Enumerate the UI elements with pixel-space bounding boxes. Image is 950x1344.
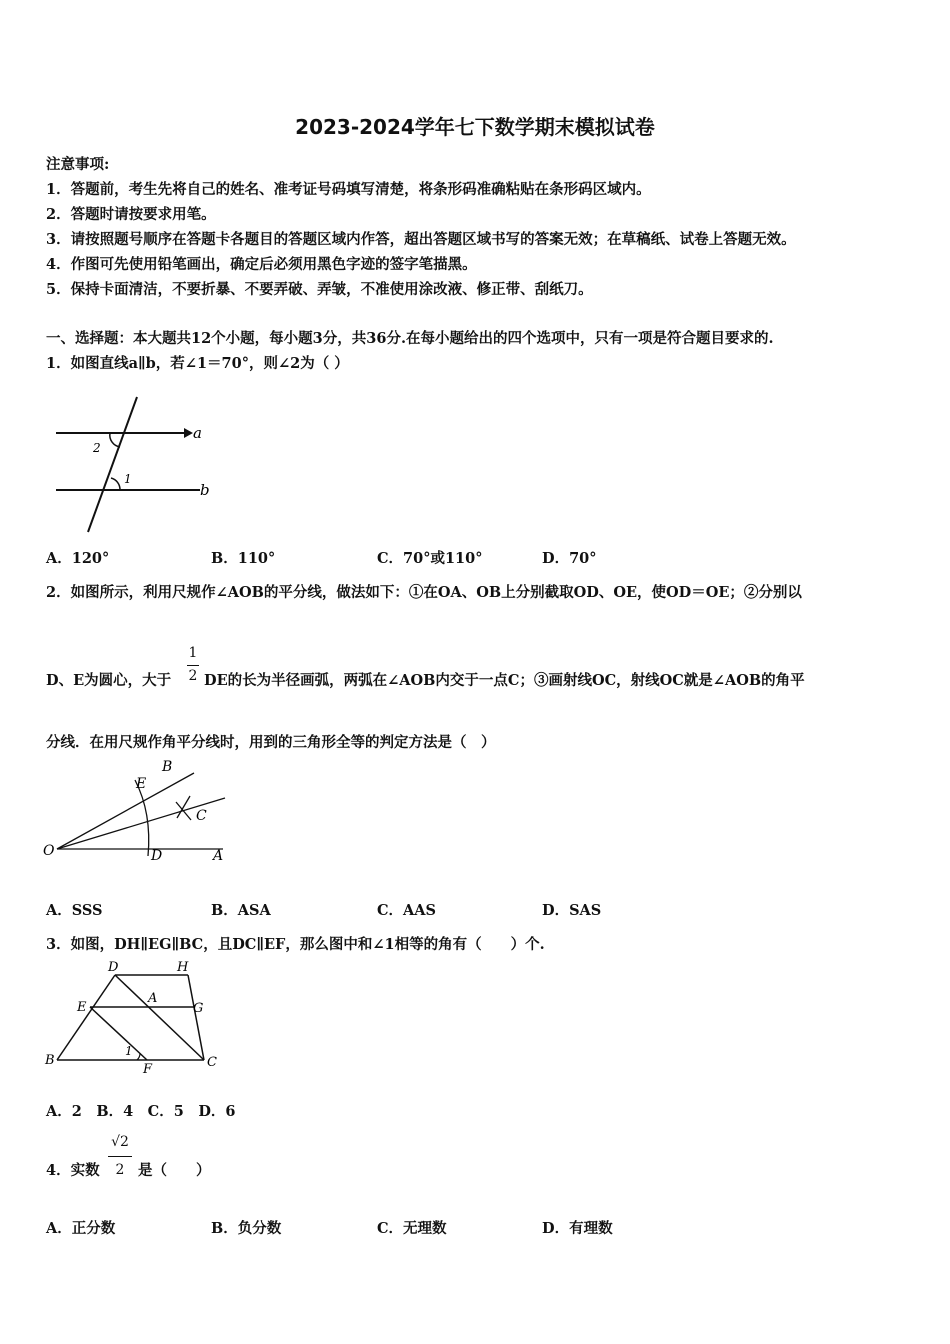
q4-post: 是（ ） [138, 1162, 211, 1179]
label-F: F [143, 1062, 153, 1077]
q2-option-d: D．SAS [542, 902, 602, 919]
label-G: G [193, 1001, 204, 1016]
label-D: D [151, 848, 163, 864]
segment-EF [90, 1007, 147, 1060]
q2-option-a: A．SSS [46, 902, 103, 919]
q1-option-b: B．110° [211, 550, 276, 567]
q4-option-b: B．负分数 [211, 1220, 282, 1237]
label-1: 1 [124, 472, 132, 486]
ray-OB [57, 773, 194, 849]
q1-option-d: D．70° [542, 550, 597, 567]
q2-frac-bar [187, 665, 199, 666]
q4-frac-bar [108, 1156, 132, 1157]
notice-item: 5．保持卡面清洁，不要折暴、不要弄破、弄皱，不准使用涂改液、修正带、刮纸刀。 [46, 281, 593, 298]
label-O: O [43, 843, 55, 859]
label-C: C [207, 1055, 217, 1070]
notice-item: 4．作图可先使用铅笔画出，确定后必须用黑色字迹的签字笔描黑。 [46, 256, 477, 273]
angle-1-arc [137, 1053, 140, 1060]
q4-option-a: A．正分数 [46, 1220, 116, 1237]
label-1: 1 [125, 1044, 133, 1058]
label-D: D [108, 960, 119, 975]
q4-frac-den: 2 [115, 1162, 125, 1178]
label-a: a [193, 424, 202, 442]
angle-2-arc [110, 433, 120, 447]
label-B: B [45, 1053, 55, 1068]
angle-1-arc [111, 478, 120, 490]
label-C: C [196, 808, 207, 824]
notice-item: 3．请按照题号顺序在答题卡各题目的答题区域内作答，超出答题区域书写的答案无效；在草稿纸、试卷上答题无效。 [46, 231, 796, 248]
q3-options: A．2 B．4 C．5 D．6 [46, 1103, 236, 1120]
notice-item: 1．答题前，考生先将自己的姓名、准考证号码填写清楚，将条形码准确粘贴在条形码区域内。 [46, 181, 651, 198]
transversal [88, 397, 137, 532]
label-H: H [177, 960, 189, 975]
q2-option-c: C．AAS [377, 902, 437, 919]
label-B: B [162, 759, 173, 775]
q2-figure [40, 758, 240, 868]
q4-option-d: D．有理数 [542, 1220, 613, 1237]
label-b: b [200, 481, 210, 499]
q2-frac-num: 1 [188, 645, 198, 661]
q1-figure [50, 392, 230, 537]
q4-frac-num: √2 [111, 1134, 129, 1150]
page-title: 2023-2024学年七下数学期末模拟试卷 [295, 115, 655, 139]
q2-line2-pre: D、E为圆心，大于 [46, 672, 172, 689]
q3-stem: 3．如图，DH∥EG∥BC，且DC∥EF，那么图中和∠1相等的角有（ ）个. [46, 936, 545, 953]
q1-option-a: A．120° [46, 550, 110, 567]
section-heading: 一、选择题：本大题共12个小题，每小题3分，共36分.在每小题给出的四个选项中，只有一项是符合题目要求的. [46, 330, 774, 347]
q2-line1: 2．如图所示，利用尺规作∠AOB的平分线，做法如下：①在OA、OB上分别截取OD、OE，使OD＝OE；②分别以 [46, 584, 802, 601]
q2-line2-post: DE的长为半径画弧，两弧在∠AOB内交于一点C；③画射线OC，射线OC就是∠AOB的角平 [204, 672, 805, 689]
q1-stem: 1．如图直线a∥b，若∠1＝70°，则∠2为（ ） [46, 355, 349, 372]
label-E: E [77, 1000, 87, 1015]
label-A: A [213, 848, 224, 864]
notice-item: 2．答题时请按要求用笔。 [46, 206, 216, 223]
q2-line3: 分线．在用尺规作角平分线时，用到的三角形全等的判定方法是（ ） [46, 734, 496, 751]
q4-option-c: C．无理数 [377, 1220, 447, 1237]
segment-DB [57, 975, 115, 1060]
q2-frac-den: 2 [188, 668, 198, 684]
q1-option-c: C．70°或110° [377, 550, 483, 567]
label-A: A [148, 991, 158, 1006]
q4-pre: 4．实数 [46, 1162, 100, 1179]
q3-figure [40, 958, 230, 1078]
q2-option-b: B．ASA [211, 902, 271, 919]
label-E: E [136, 776, 147, 792]
arc-C-2 [177, 796, 190, 818]
arc-C-1 [176, 802, 191, 820]
label-2: 2 [93, 441, 101, 455]
notice-heading: 注意事项: [46, 156, 110, 173]
